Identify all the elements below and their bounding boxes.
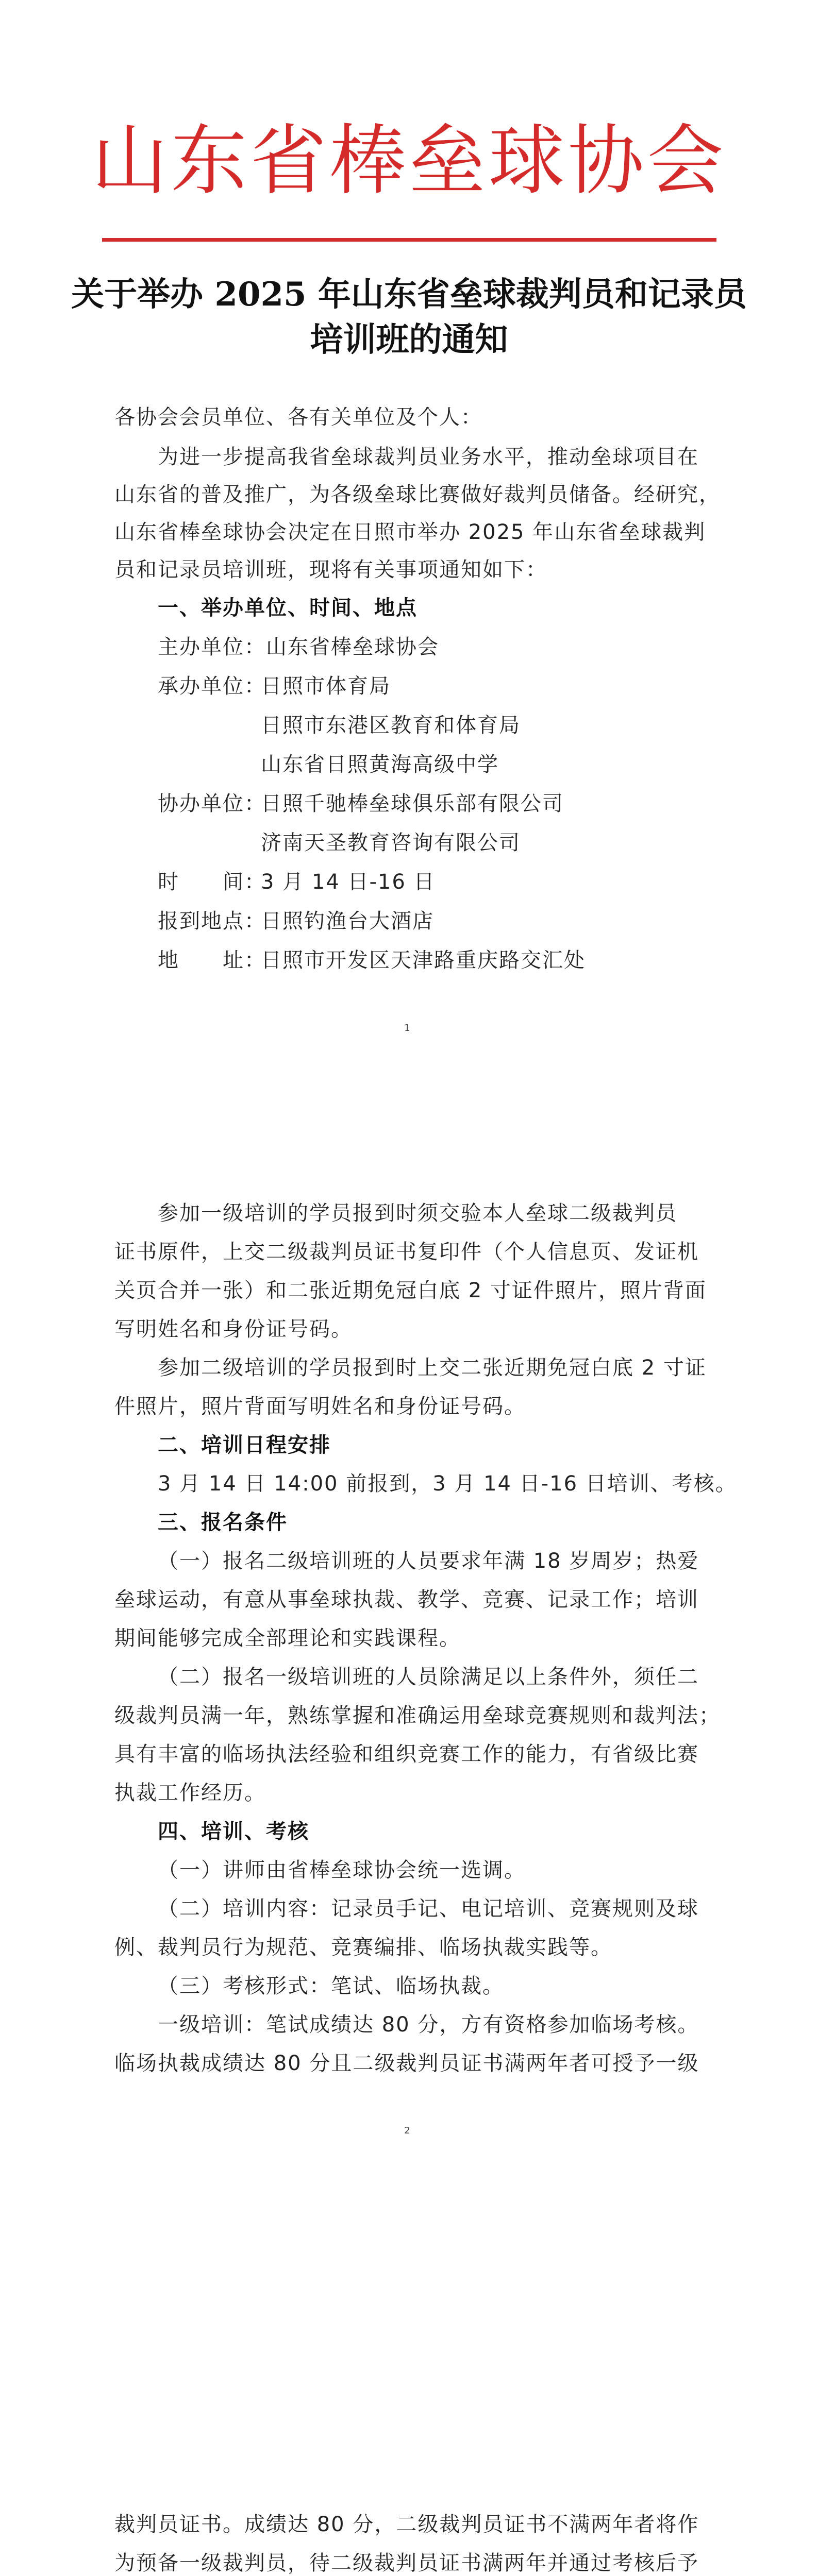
host-unit: 主办单位：山东省棒垒球协会 [158, 635, 439, 659]
coorganizer-item: 日照千驰棒垒球俱乐部有限公司 [261, 792, 564, 816]
page-number: 1 [404, 1023, 410, 1033]
time-label: 时 间： [158, 870, 266, 894]
address-value: 日照市开发区天津路重庆路交汇处 [261, 948, 586, 972]
section4-heading: 四、培训、考核 [158, 1820, 309, 1843]
document-title-line2: 培训班的通知 [310, 320, 508, 359]
checkin-value: 日照钓渔台大酒店 [261, 909, 434, 933]
organizer-label: 承办单位： [158, 674, 266, 698]
org-letterhead-title: 山东省棒垒球协会 [91, 116, 727, 205]
page-number: 2 [404, 2125, 410, 2136]
body-line: （二）培训内容：记录员手记、电记培训、竞赛规则及球 [158, 1897, 699, 1921]
organizer-item: 山东省日照黄海高级中学 [261, 753, 499, 776]
organizer-item: 日照市体育局 [261, 674, 391, 698]
section1-heading: 一、举办单位、时间、地点 [158, 596, 418, 620]
body-line: 写明姓名和身份证号码。 [114, 1317, 353, 1341]
body-line: （一）报名二级培训班的人员要求年满 18 岁周岁；热爱 [158, 1549, 699, 1573]
body-line: （二）报名一级培训班的人员除满足以上条件外，须任二 [158, 1665, 699, 1689]
intro-line: 为进一步提高我省垒球裁判员业务水平，推动垒球项目在 [158, 445, 699, 469]
body-line: 参加二级培训的学员报到时上交二张近期免冠白底 2 寸证 [158, 1356, 707, 1380]
document-title-line1: 关于举办 2025 年山东省垒球裁判员和记录员 [71, 275, 747, 314]
body-line: 例、裁判员行为规范、竞赛编排、临场执裁实践等。 [114, 1936, 612, 1959]
body-line: 为预备一级裁判员，待二级裁判员证书满两年并通过考核后予 [114, 2551, 699, 2575]
address-label: 地 址： [158, 948, 266, 972]
body-line: 证书原件，上交二级裁判员证书复印件（个人信息页、发证机 [114, 1240, 699, 1264]
body-line: 临场执裁成绩达 80 分且二级裁判员证书满两年者可授予一级 [114, 2052, 699, 2075]
section2-heading: 二、培训日程安排 [158, 1433, 331, 1457]
body-line: 具有丰富的临场执法经验和组织竞赛工作的能力，有省级比赛 [114, 1742, 699, 1766]
body-line: 执裁工作经历。 [114, 1781, 266, 1805]
intro-line: 山东省的普及推广，为各级垒球比赛做好裁判员储备。经研究， [114, 483, 721, 506]
body-line: 一级培训：笔试成绩达 80 分，方有资格参加临场考核。 [158, 2013, 699, 2037]
intro-line: 山东省棒垒球协会决定在日照市举办 2025 年山东省垒球裁判 [114, 520, 706, 544]
body-line: （一）讲师由省棒垒球协会统一选调。 [158, 1858, 526, 1882]
body-line: 参加一级培训的学员报到时须交验本人垒球二级裁判员 [158, 1201, 677, 1225]
salutation: 各协会会员单位、各有关单位及个人： [114, 405, 482, 429]
intro-line: 员和记录员培训班，现将有关事项通知如下： [114, 558, 547, 582]
body-line: 关页合并一张）和二张近期免冠白底 2 寸证件照片，照片背面 [114, 1279, 707, 1302]
body-line: （三）考核形式：笔试、临场执裁。 [158, 1974, 504, 1998]
body-line: 件照片，照片背面写明姓名和身份证号码。 [114, 1395, 526, 1418]
body-line: 裁判员证书。成绩达 80 分，二级裁判员证书不满两年者将作 [114, 2513, 699, 2536]
section3-heading: 三、报名条件 [158, 1511, 288, 1534]
letterhead-red-rule [102, 238, 716, 242]
body-line: 期间能够完成全部理论和实践课程。 [114, 1626, 461, 1650]
time-value: 3 月 14 日-16 日 [261, 870, 436, 894]
body-line: 级裁判员满一年，熟练掌握和准确运用垒球竞赛规则和裁判法； [114, 1704, 721, 1727]
body-line: 垒球运动，有意从事垒球执裁、教学、竞赛、记录工作；培训 [114, 1588, 699, 1612]
checkin-label: 报到地点： [158, 909, 266, 933]
coorganizer-label: 协办单位： [158, 792, 266, 816]
schedule-line: 3 月 14 日 14:00 前报到，3 月 14 日-16 日培训、考核。 [158, 1472, 737, 1496]
coorganizer-item: 济南天圣教育咨询有限公司 [261, 831, 521, 855]
organizer-item: 日照市东港区教育和体育局 [261, 714, 521, 737]
